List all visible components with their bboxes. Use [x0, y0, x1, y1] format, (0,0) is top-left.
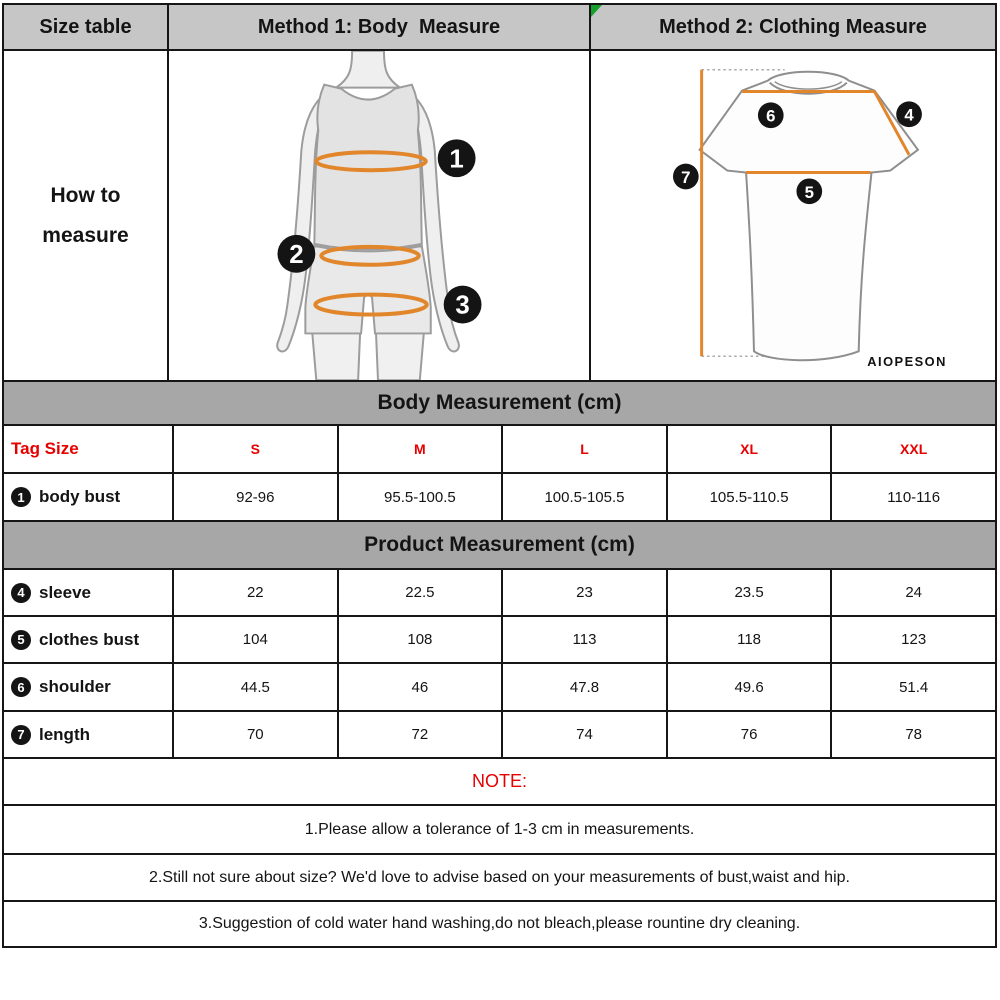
marker-3-badge [444, 286, 482, 324]
product-measurement-title: Product Measurement (cm) [4, 522, 995, 568]
cell-shoulder-s: 44.5 [172, 664, 337, 710]
note-item-1: 1.Please allow a tolerance of 1-3 cm in measurements. [4, 804, 995, 853]
cell-body-bust-m: 95.5-100.5 [337, 474, 502, 520]
cell-shoulder-m: 46 [337, 664, 502, 710]
badge-5-icon: 5 [11, 630, 31, 650]
row-label-sleeve: 4 sleeve [4, 570, 172, 615]
note-item-2: 2.Still not sure about size? We'd love to advise based on your measurements of bust,waist and hip. [4, 853, 995, 900]
marker-4-badge [896, 101, 922, 127]
cell-shoulder-xl: 49.6 [666, 664, 831, 710]
svg-text:2: 2 [289, 240, 304, 269]
badge-7-icon: 7 [11, 725, 31, 745]
note-title: NOTE: [4, 757, 995, 804]
table-row-clothes-bust [4, 615, 995, 662]
header-method2 [589, 5, 995, 49]
cell-sleeve-m: 22.5 [337, 570, 502, 615]
marker-2-badge [277, 235, 315, 273]
cell-length-l: 74 [501, 712, 666, 757]
illustration-row [4, 49, 995, 380]
size-col-xl: XL [666, 426, 831, 472]
svg-text:1: 1 [449, 145, 464, 174]
clothing-measure-illustration [589, 51, 995, 380]
cell-length-xl: 76 [666, 712, 831, 757]
header-size-table: Size table [4, 5, 167, 49]
cell-body-bust-xxl: 110-116 [830, 474, 995, 520]
marker-6-badge [758, 102, 784, 128]
cell-length-s: 70 [172, 712, 337, 757]
header-method1: Method 1: Body Measure [167, 5, 589, 49]
row-label-clothes-bust: 5 clothes bust [4, 617, 172, 662]
product-measurement-bar [4, 520, 995, 568]
table-row-body-bust [4, 472, 995, 520]
cell-sleeve-s: 22 [172, 570, 337, 615]
cell-clothes-bust-s: 104 [172, 617, 337, 662]
tshirt-figure-icon [591, 51, 995, 380]
how-to-line1: How to [50, 183, 121, 207]
cell-clothes-bust-xxl: 123 [830, 617, 995, 662]
body-measurement-bar [4, 380, 995, 424]
svg-text:5: 5 [804, 182, 814, 202]
size-col-s: S [172, 426, 337, 472]
brand-text: AIOPESON [867, 354, 947, 370]
cell-sleeve-xxl: 24 [830, 570, 995, 615]
svg-text:6: 6 [766, 106, 776, 126]
marker-1-badge [438, 139, 476, 177]
row-label-body-bust: 1 body bust [4, 474, 172, 520]
size-col-xxl: XXL [830, 426, 995, 472]
cell-length-m: 72 [337, 712, 502, 757]
top-header-row [4, 5, 995, 49]
svg-text:3: 3 [455, 291, 470, 320]
table-row-shoulder [4, 662, 995, 710]
cell-body-bust-xl: 105.5-110.5 [666, 474, 831, 520]
table-row-length [4, 710, 995, 757]
marker-7-badge [673, 164, 699, 190]
size-col-m: M [337, 426, 502, 472]
green-corner-flag-icon [591, 5, 602, 17]
cell-shoulder-xxl: 51.4 [830, 664, 995, 710]
size-chart [2, 3, 997, 948]
cell-clothes-bust-l: 113 [501, 617, 666, 662]
svg-text:4: 4 [904, 105, 914, 125]
cell-body-bust-s: 92-96 [172, 474, 337, 520]
size-col-l: L [501, 426, 666, 472]
table-row-sleeve [4, 568, 995, 615]
badge-1-icon: 1 [11, 487, 31, 507]
badge-4-icon: 4 [11, 583, 31, 603]
row-label-shoulder: 6 shoulder [4, 664, 172, 710]
tag-size-row [4, 424, 995, 472]
body-figure-icon [169, 51, 589, 380]
cell-clothes-bust-m: 108 [337, 617, 502, 662]
how-to-line2: measure [42, 223, 129, 247]
body-measure-illustration [167, 51, 589, 380]
cell-sleeve-xl: 23.5 [666, 570, 831, 615]
badge-6-icon: 6 [11, 677, 31, 697]
note-item-3: 3.Suggestion of cold water hand washing,do not bleach,please rountine dry cleaning. [4, 900, 995, 946]
cell-length-xxl: 78 [830, 712, 995, 757]
cell-clothes-bust-xl: 118 [666, 617, 831, 662]
cell-body-bust-l: 100.5-105.5 [501, 474, 666, 520]
header-method2-label: Method 2: Clothing Measure [659, 15, 927, 38]
cell-shoulder-l: 47.8 [501, 664, 666, 710]
how-to-measure-label [4, 51, 167, 380]
svg-text:7: 7 [681, 167, 691, 187]
tag-size-label: Tag Size [11, 439, 79, 458]
body-measurement-title: Body Measurement (cm) [4, 382, 995, 424]
marker-5-badge [796, 178, 822, 204]
row-label-length: 7 length [4, 712, 172, 757]
cell-sleeve-l: 23 [501, 570, 666, 615]
